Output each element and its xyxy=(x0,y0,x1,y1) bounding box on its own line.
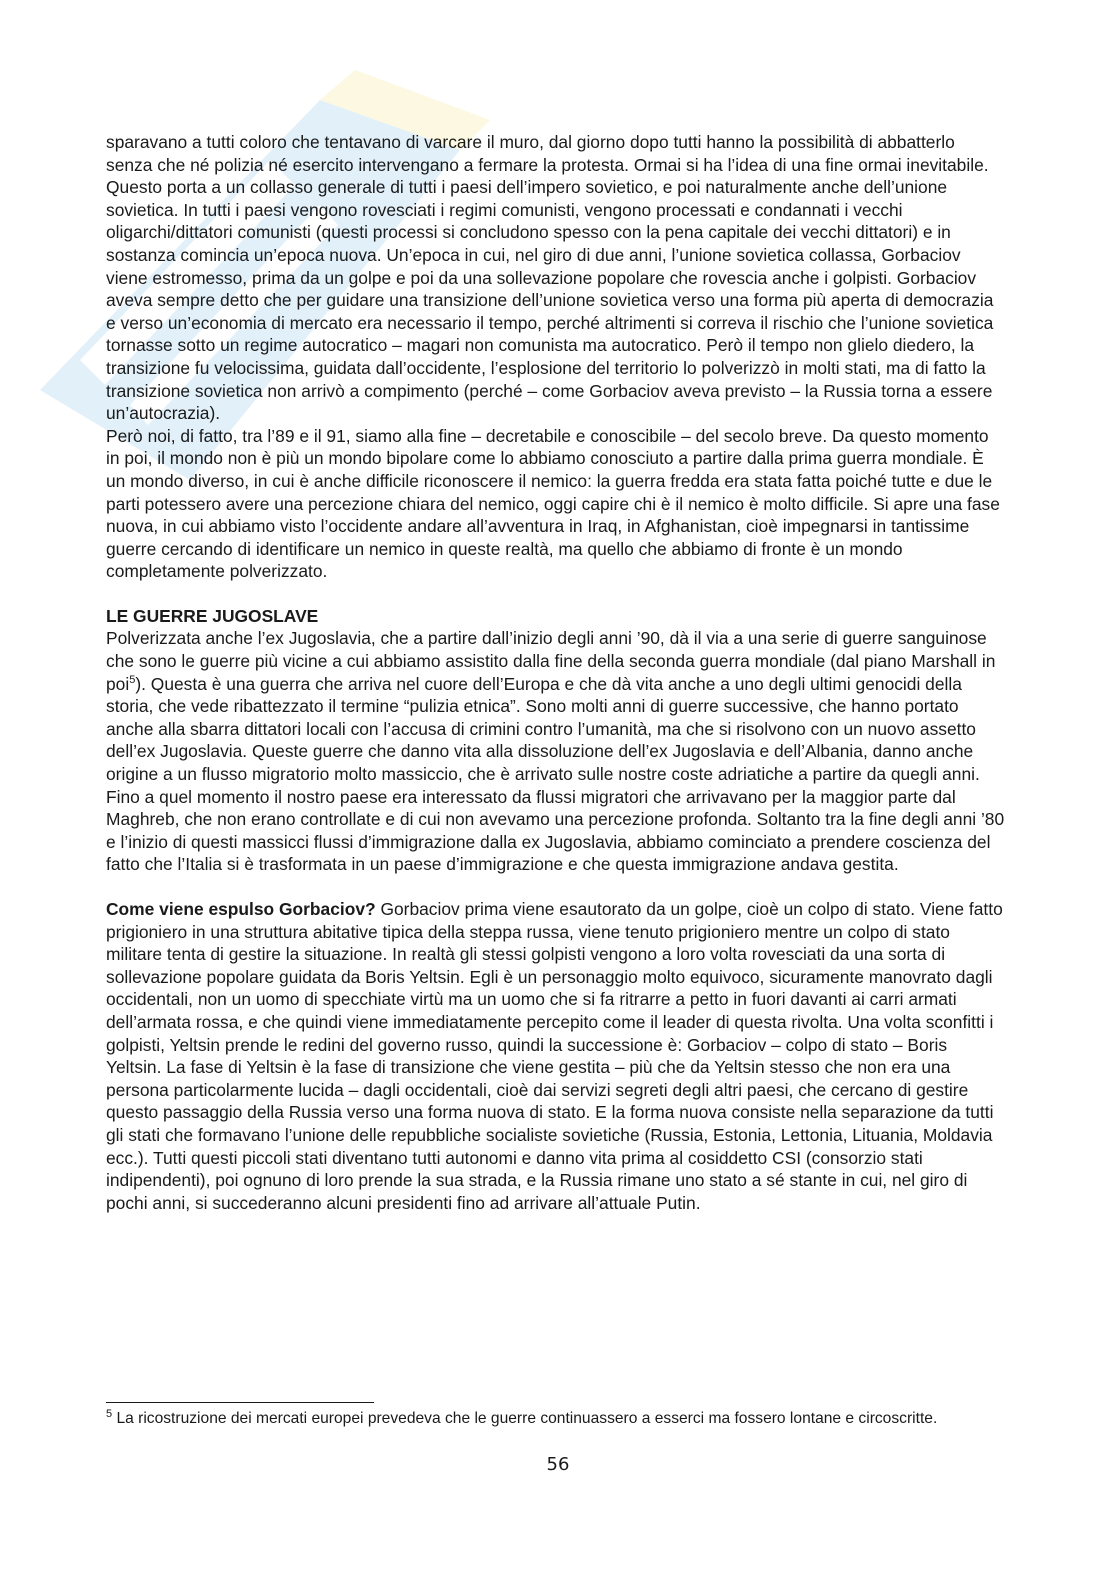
footnote-mark: 5 xyxy=(106,1407,113,1420)
paragraph-text: ). Questa è una guerra che arriva nel cuore dell’Europa e che dà vita anche a uno degli ultimi genocidi della storia, che vede ribattezzato il termine “pulizia etnica”. Sono molti anni di guerre successive, che hanno portato anche alla sbarra dittatori locali con l’accusa di crimini contro l’umanità, ma che si risolvono con un nuovo assetto dell’ex Jugoslavia. Queste guerre che danno vita alla dissoluzione dell’ex Jugoslavia e dell’Albania, danno anche origine a un flusso migratorio molto massiccio, che è arrivato sulle nostre coste adriatiche a partire da quegli anni. Fino a quel momento il nostro paese era interessato da flussi migratori che arrivavano per la maggior parte dal Maghreb, che non erano controllate e di cui non avevamo una percezione profonda. Soltanto tra la fine degli anni ’80 e l’inizio di questi massicci flussi d’immigrazione dalla ex Jugoslavia, abbiamo cominciato a prendere coscienza del fatto che l’Italia si è trasformata in un paese d’immigrazione e che questa immigrazione andava gestita. xyxy=(106,673,1005,875)
section-heading: LE GUERRE JUGOSLAVE xyxy=(106,605,319,626)
footnote xyxy=(106,1408,1006,1430)
paragraph-gorbaciov xyxy=(106,898,1006,1214)
paragraph-gap xyxy=(106,583,1006,605)
footnote-text: La ricostruzione dei mercati europei prevedeva che le guerre continuassero a esserci ma fossero lontane e circoscritte. xyxy=(112,1410,938,1427)
document-body xyxy=(106,131,1006,1214)
footnote-reference: 5 xyxy=(129,673,136,686)
page-number: 56 xyxy=(546,1454,570,1475)
paragraph-end-short-century: Però noi, di fatto, tra l’89 e il 91, siamo alla fine – decretabile e conoscibile – del secolo breve. Da questo momento in poi, il mondo non è più un mondo bipolare come lo abbiamo conosciuto a partire dalla prima guerra mondiale. È un mondo diverso, in cui è anche difficile riconoscere il nemico: la guerra fredda era stata fatta poiché tutte e due le parti potessero avere una percezione chiara del nemico, oggi capire chi è il nemico è molto difficile. Si apre una fase nuova, in cui abbiamo visto l’occidente andare all’avventura in Iraq, in Afghanistan, cioè impegnarsi in tantissime guerre cercando di identificare un nemico in queste realtà, ma quello che abbiamo di fronte è un mondo completamente polverizzato. xyxy=(106,425,1000,582)
paragraph-gap xyxy=(106,876,1006,898)
question-lead: Come viene espulso Gorbaciov? xyxy=(106,899,376,919)
footnote-divider xyxy=(106,1402,374,1403)
paragraph-text: Gorbaciov prima viene esautorato da un golpe, cioè un colpo di stato. Viene fatto prigioniero in una struttura abitative tipica della steppa russa, viene tenuto prigioniero mentre un colpo di stato militare tenta di gestire la situazione. In realtà gli stessi golpisti vengono a loro volta rovesciati da una sorta di sollevazione popolare guidata da Boris Yeltsin. Egli è un personaggio molto equivoco, sicuramente manovrato dagli occidentali, non un uomo di specchiate virtù ma un uomo che si fa ritrarre a petto in fuori davanti ai carri armati dell’armata rossa, e che quindi viene immediatamente percepito come il leader di questa rivolta. Una volta sconfitti i golpisti, Yeltsin prende le redini del governo russo, quindi la successione è: Gorbaciov – colpo di stato – Boris Yeltsin. La fase di Yeltsin è la fase di transizione che viene gestita – più che da Yeltsin stesso che non era una persona particolarmente lucida – dagli occidentali, cioè dai servizi segreti degli altri paesi, che cercano di gestire questo passaggio della Russia verso una forma nuova di stato. E la forma nuova consiste nella separazione da tutti gli stati che formavano l’unione delle repubbliche socialiste sovietiche (Russia, Estonia, Lettonia, Lituania, Moldavia ecc.). Tutti questi piccoli stati diventano tutti autonomi e danno vita prima al cosiddetto CSI (consorzio stati indipendenti), poi ognuno di loro prende la sua strada, e la Russia rimane uno stato a sé stante in cui, nel giro di pochi anni, si succederanno alcuni presidenti fino ad arrivare all’attuale Putin. xyxy=(106,899,1003,1213)
paragraph-text: Polverizzata anche l’ex Jugoslavia, che a partire dall’inizio degli anni ’90, dà il via a una serie di guerre sanguinose che sono le guerre più vicine a cui abbiamo assistito dalla fine della seconda guerra mondiale (dal piano Marshall in poi xyxy=(106,628,996,694)
paragraph-jugoslavia xyxy=(106,627,1006,876)
paragraph-berlin-wall: sparavano a tutti coloro che tentavano di varcare il muro, dal giorno dopo tutti hanno la possibilità di abbatterlo senza che né polizia né esercito intervengano a fermare la protesta. Ormai si ha l’idea di una fine ormai inevitabile. Questo porta a un collasso generale di tutti i paesi dell’impero sovietico, e poi naturalmente anche dell’unione sovietica. In tutti i paesi vengono rovesciati i regimi comunisti, vengono processati e condannati i vecchi oligarchi/dittatori comunisti (questi processi si concludono spesso con la pena capitale dei vecchi dittatori) e in sostanza comincia un’epoca nuova. Un’epoca in cui, nel giro di due anni, l’unione sovietica collassa, Gorbaciov viene estromesso, prima da un golpe e poi da una sollevazione popolare che rovescia anche i golpisti. Gorbaciov aveva sempre detto che per guidare una transizione dell’unione sovietica verso una forma più aperta di democrazia e verso un’economia di mercato era necessario il tempo, perché altrimenti si correva il rischio che l’unione sovietica tornasse sotto un regime autocratico – magari non comunista ma autocratico. Però il tempo non glielo diedero, la transizione fu velocissima, guidata dall’occidente, l’esplosione del territorio lo polverizzò in molti stati, ma di fatto la transizione sovietica non arrivò a compimento (perché – come Gorbaciov aveva previsto – la Russia torna a essere un’autocrazia). xyxy=(106,132,994,424)
